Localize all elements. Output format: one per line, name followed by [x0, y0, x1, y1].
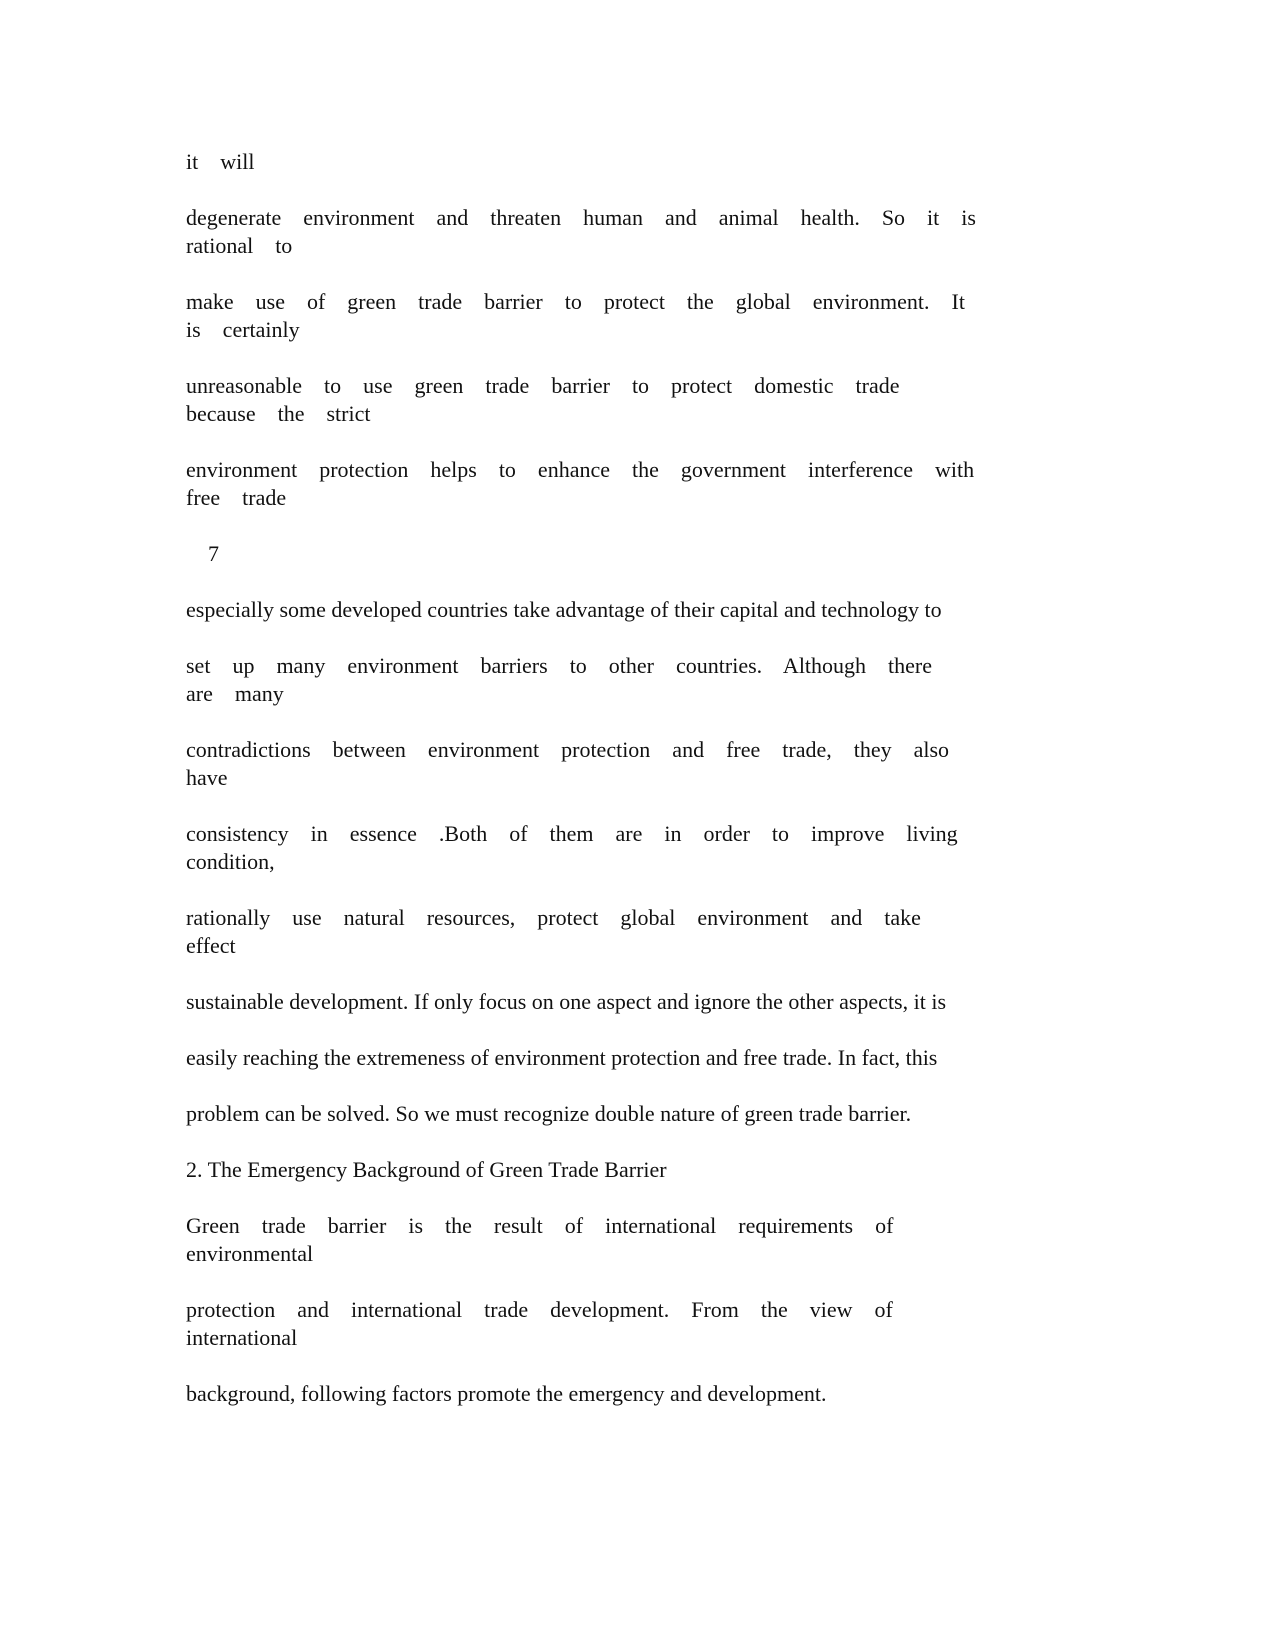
text-line-10-cont: condition, — [186, 849, 275, 874]
text-line-18: background, following factors promote the emergency and development. — [186, 1381, 827, 1406]
text-line-1: it will — [186, 149, 255, 174]
text-line-2: degenerate environment and threaten human and animal health. So it is — [186, 205, 976, 230]
text-line-5-cont: free trade — [186, 485, 287, 510]
text-line-2-cont: rational to — [186, 233, 293, 258]
text-line-8: set up many environment barriers to other countries. Although there — [186, 653, 933, 678]
text-line-17: protection and international trade development. From the view of — [186, 1297, 893, 1322]
text-line-14: problem can be solved. So we must recognize double nature of green trade barrier. — [186, 1101, 912, 1126]
text-line-4: unreasonable to use green trade barrier to protect domestic trade — [186, 373, 900, 398]
text-line-12: sustainable development. If only focus on one aspect and ignore the other aspects, it is — [186, 989, 947, 1014]
text-line-3-cont: is certainly — [186, 317, 300, 342]
text-line-10: consistency in essence .Both of them are in order to improve living — [186, 821, 958, 846]
text-line-5: environment protection helps to enhance the government interference with — [186, 457, 975, 482]
text-line-13: easily reaching the extremeness of environment protection and free trade. In fact, this — [186, 1045, 938, 1070]
text-line-7: especially some developed countries take advantage of their capital and technology to — [186, 597, 942, 622]
text-line-16: Green trade barrier is the result of international requirements of — [186, 1213, 894, 1238]
text-line-16-cont: environmental — [186, 1241, 314, 1266]
text-line-4-cont: because the strict — [186, 401, 371, 426]
footnote-marker: 7 — [186, 541, 219, 566]
text-line-9-cont: have — [186, 765, 228, 790]
text-line-11-cont: effect — [186, 933, 236, 958]
section-heading: 2. The Emergency Background of Green Trade Barrier — [186, 1157, 667, 1182]
text-line-17-cont: international — [186, 1325, 298, 1350]
text-line-11: rationally use natural resources, protect global environment and take — [186, 905, 921, 930]
text-line-9: contradictions between environment protection and free trade, they also — [186, 737, 950, 762]
text-line-3: make use of green trade barrier to protect the global environment. It — [186, 289, 965, 314]
text-line-8-cont: are many — [186, 681, 284, 706]
